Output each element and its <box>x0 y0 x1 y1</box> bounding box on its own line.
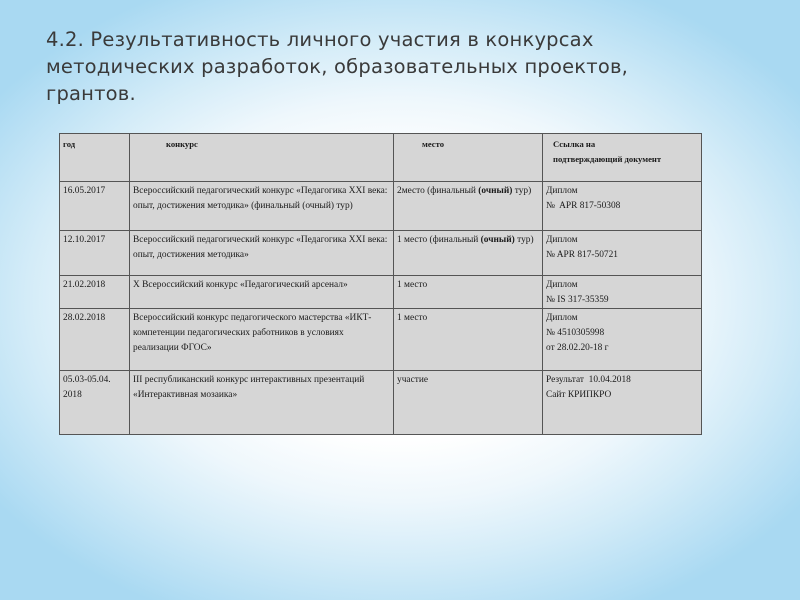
place-text: 1 место <box>397 280 428 290</box>
contest-results-table <box>59 133 702 435</box>
cell-contest: X Всероссийский конкурс «Педагогический арсенал» <box>130 276 394 309</box>
title-line-1: 4.2. Результативность личного участия в конкурсах <box>46 28 594 51</box>
cell-document <box>543 309 702 371</box>
cell-contest: III республиканский конкурс интерактивных презентаций «Интерактивная мозаика» <box>130 371 394 435</box>
header-place: место <box>394 134 543 182</box>
place-bold-text: (очный) <box>478 186 513 196</box>
header-year: год <box>60 134 130 182</box>
document-line-1: Диплом <box>546 235 578 245</box>
header-link-line-1: Ссылка на <box>553 139 596 149</box>
document-line-1: Диплом <box>546 186 578 196</box>
cell-document <box>543 231 702 276</box>
table-header-row <box>60 134 702 182</box>
title-line-3: грантов. <box>46 82 136 105</box>
cell-date: 28.02.2018 <box>60 309 130 371</box>
header-document-link <box>543 134 702 182</box>
cell-document <box>543 276 702 309</box>
document-line-1: Диплом <box>546 313 578 323</box>
place-bold-text: (очный) <box>480 235 515 245</box>
header-contest: конкурс <box>130 134 394 182</box>
table-row <box>60 182 702 231</box>
table-row <box>60 276 702 309</box>
cell-contest: Всероссийский педагогический конкурс «Педагогика XXI века: опыт, достижения методика» (финальный (очный) тур) <box>130 182 394 231</box>
cell-document <box>543 371 702 435</box>
cell-date: 21.02.2018 <box>60 276 130 309</box>
place-text: 1 место (финальный <box>397 235 481 245</box>
document-line-2: № IS 317-35359 <box>546 295 609 305</box>
document-line-2: № 4510305998 <box>546 328 605 338</box>
cell-place <box>394 276 543 309</box>
place-text-end: тур) <box>514 235 534 245</box>
document-line-2: № APR 817-50721 <box>546 250 618 260</box>
table-row <box>60 231 702 276</box>
table-row <box>60 309 702 371</box>
cell-date: 05.03-05.04. 2018 <box>60 371 130 435</box>
cell-document <box>543 182 702 231</box>
cell-place <box>394 371 543 435</box>
place-text-end: тур) <box>512 186 532 196</box>
document-line-1: Диплом <box>546 280 578 290</box>
document-line-2: Сайт КРИПКРО <box>546 390 612 400</box>
cell-contest: Всероссийский педагогический конкурс «Педагогика XXI века: опыт, достижения методика» <box>130 231 394 276</box>
header-link-line-2: подтверждающий документ <box>553 154 662 164</box>
cell-date: 16.05.2017 <box>60 182 130 231</box>
cell-place <box>394 182 543 231</box>
document-line-2: № APR 817-50308 <box>546 201 621 211</box>
cell-date: 12.10.2017 <box>60 231 130 276</box>
table-row <box>60 371 702 435</box>
slide-title <box>46 26 746 107</box>
cell-contest: Всероссийский конкурс педагогического мастерства «ИКТ- компетенции педагогических работников в условиях реализации ФГОС» <box>130 309 394 371</box>
document-line-3: от 28.02.20-18 г <box>546 343 609 353</box>
document-line-1: Результат 10.04.2018 <box>546 375 631 385</box>
place-text: 1 место <box>397 313 428 323</box>
place-text: 2место (финальный <box>397 186 479 196</box>
place-text: участие <box>397 375 428 385</box>
title-line-2: методических разработок, образовательных проектов, <box>46 55 629 78</box>
cell-place <box>394 309 543 371</box>
cell-place <box>394 231 543 276</box>
